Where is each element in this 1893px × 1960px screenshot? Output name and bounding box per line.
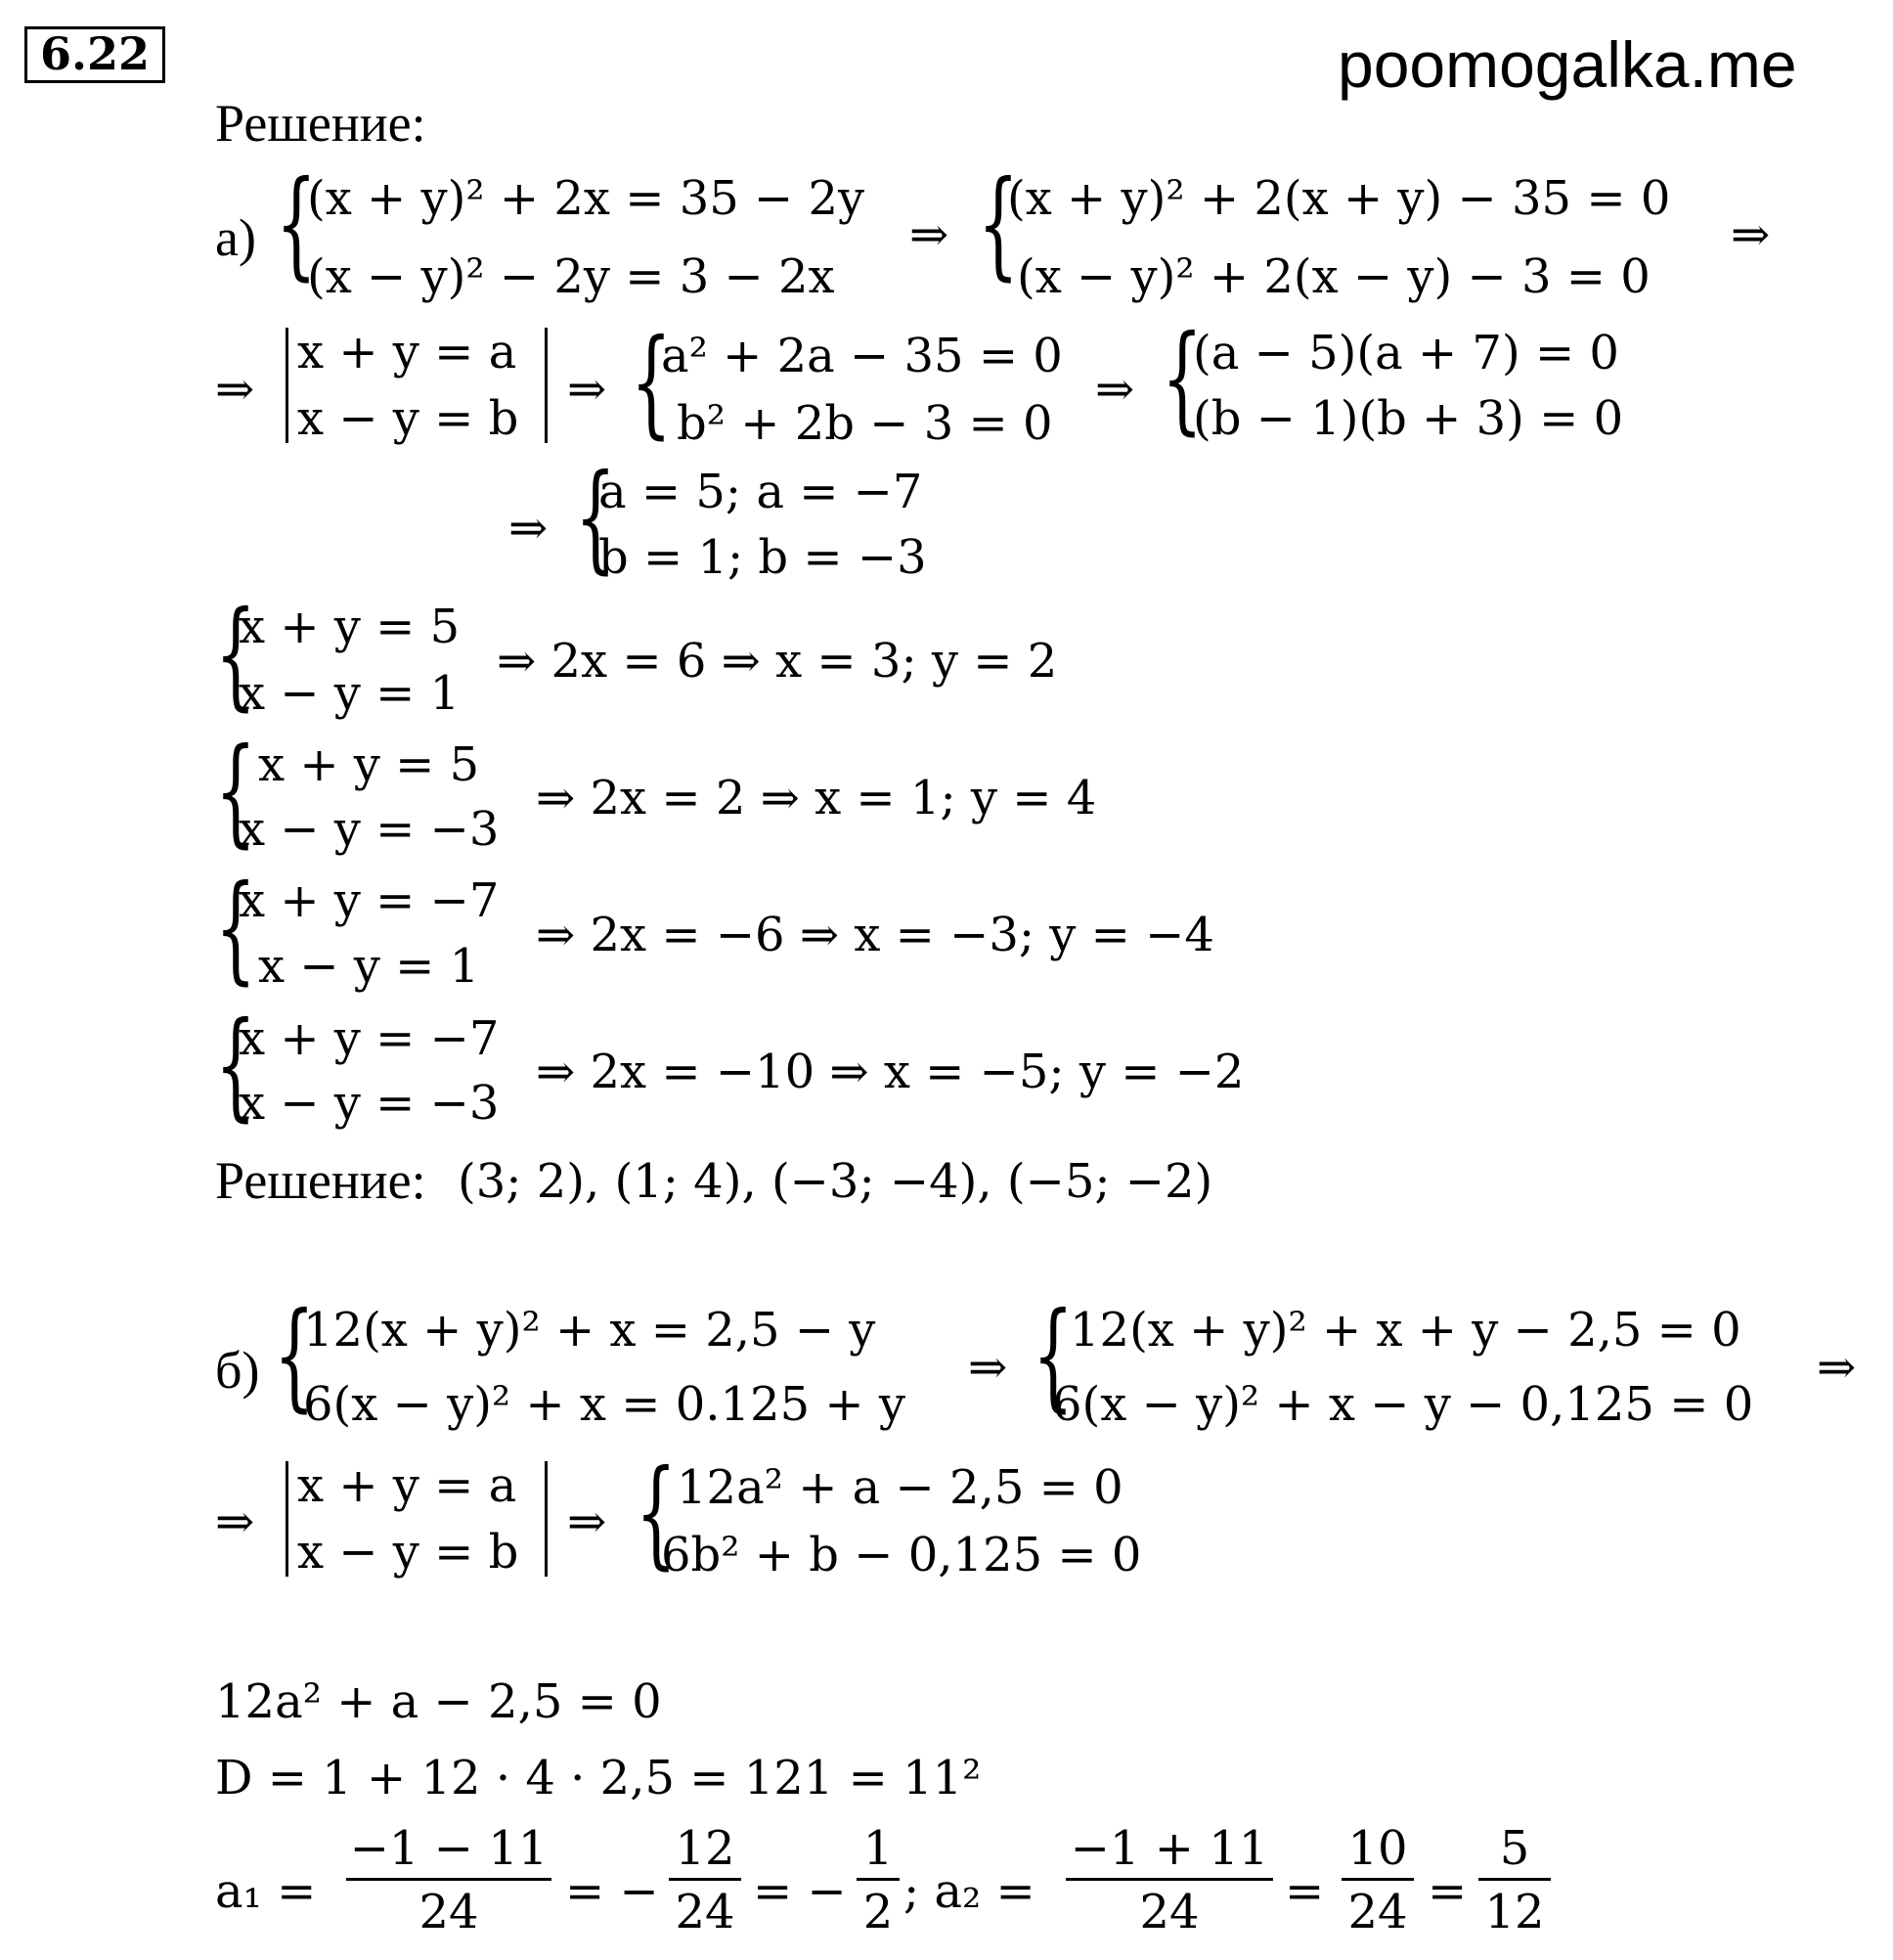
brace: { xyxy=(215,587,256,723)
part-b-label: б) xyxy=(215,1341,260,1400)
fraction-denominator: 2 xyxy=(862,1885,894,1939)
sys5-line2: b = 1; b = −3 xyxy=(598,530,927,585)
subst-bar-left xyxy=(286,1461,288,1577)
implies-arrow: ⇒ xyxy=(1817,1340,1857,1395)
fraction-bar xyxy=(669,1878,741,1881)
fraction-denominator: 24 xyxy=(1139,1885,1200,1939)
case3-result: ⇒ 2x = −6 ⇒ x = −3; y = −4 xyxy=(536,908,1214,962)
implies-arrow: ⇒ xyxy=(1731,207,1771,262)
fraction-numerator: −1 + 11 xyxy=(1070,1821,1269,1876)
fraction xyxy=(669,1821,741,1939)
case3-line2: x − y = 1 xyxy=(258,939,480,994)
root-a2-label: ; a₂ = xyxy=(903,1864,1035,1919)
fraction xyxy=(1066,1821,1273,1939)
fraction-numerator: −1 − 11 xyxy=(349,1821,549,1876)
sys2-line1: (x + y)² + 2(x + y) − 35 = 0 xyxy=(1007,171,1671,226)
b-sys3-line1: 12a² + a − 2,5 = 0 xyxy=(677,1460,1123,1515)
subst-line2: x − y = b xyxy=(297,391,519,446)
sys1-line2: (x − y)² − 2y = 3 − 2x xyxy=(307,249,835,304)
b-subst-line1: x + y = a xyxy=(297,1458,517,1513)
implies-arrow: ⇒ xyxy=(215,1494,255,1549)
sys4-line1: (a − 5)(a + 7) = 0 xyxy=(1193,326,1619,380)
part-a-label: а) xyxy=(215,208,256,267)
sys1-line1: (x + y)² + 2x = 35 − 2y xyxy=(307,171,865,226)
case4-line1: x + y = −7 xyxy=(239,1011,500,1066)
fraction-bar xyxy=(1342,1878,1414,1881)
case1-result: ⇒ 2x = 6 ⇒ x = 3; y = 2 xyxy=(497,634,1058,689)
case2-line1: x + y = 5 xyxy=(258,737,480,792)
case4-result: ⇒ 2x = −10 ⇒ x = −5; y = −2 xyxy=(536,1045,1245,1099)
b-sys2-line2: 6(x − y)² + x − y − 0,125 = 0 xyxy=(1052,1377,1754,1432)
fraction xyxy=(857,1821,900,1939)
brace: { xyxy=(215,861,256,997)
implies-arrow: ⇒ xyxy=(909,207,949,262)
brace: { xyxy=(215,998,256,1134)
fraction-numerator: 5 xyxy=(1499,1821,1530,1876)
discriminant: D = 1 + 12 · 4 · 2,5 = 121 = 11² xyxy=(215,1751,982,1805)
b-sys1-line1: 12(x + y)² + x = 2,5 − y xyxy=(303,1303,876,1358)
sys3-line1: a² + 2a − 35 = 0 xyxy=(661,329,1063,383)
subst-bar-left xyxy=(286,328,288,443)
equals-minus: = − xyxy=(753,1864,847,1919)
fraction xyxy=(1342,1821,1414,1939)
fraction xyxy=(346,1821,551,1939)
case1-line2: x − y = 1 xyxy=(239,666,461,721)
sys3-line2: b² + 2b − 3 = 0 xyxy=(677,396,1053,451)
case2-result: ⇒ 2x = 2 ⇒ x = 1; y = 4 xyxy=(536,771,1097,825)
sys2-line2: (x − y)² + 2(x − y) − 3 = 0 xyxy=(1017,249,1651,304)
case3-line1: x + y = −7 xyxy=(239,873,500,928)
fraction-denominator: 24 xyxy=(675,1885,735,1939)
implies-arrow: ⇒ xyxy=(1095,362,1135,417)
implies-arrow: ⇒ xyxy=(968,1340,1008,1395)
sys4-line2: (b − 1)(b + 3) = 0 xyxy=(1193,391,1624,446)
brace: { xyxy=(631,315,672,451)
site-watermark: poomogalka.me xyxy=(1338,28,1797,101)
brace: { xyxy=(636,1446,677,1581)
solution-heading: Решение: xyxy=(215,94,426,153)
fraction-denominator: 12 xyxy=(1484,1885,1545,1939)
problem-number: 6.22 xyxy=(24,26,165,83)
fraction-bar xyxy=(346,1878,551,1881)
fraction xyxy=(1478,1821,1551,1939)
equals: = xyxy=(1428,1864,1468,1919)
answer-label: Решение: xyxy=(215,1151,426,1210)
case4-line2: x − y = −3 xyxy=(239,1076,500,1131)
brace: { xyxy=(575,450,616,586)
implies-arrow: ⇒ xyxy=(215,362,255,417)
fraction-numerator: 1 xyxy=(862,1821,894,1876)
brace: { xyxy=(978,156,1019,292)
b-sys2-line1: 12(x + y)² + x + y − 2,5 = 0 xyxy=(1070,1303,1741,1358)
b-sys3-line2: 6b² + b − 0,125 = 0 xyxy=(661,1528,1142,1582)
subst-bar-right xyxy=(545,1461,548,1577)
fraction-bar xyxy=(857,1878,900,1881)
case1-line1: x + y = 5 xyxy=(239,600,461,654)
brace: { xyxy=(1162,311,1203,447)
subst-bar-right xyxy=(545,328,548,443)
fraction-denominator: 24 xyxy=(1347,1885,1408,1939)
fraction-numerator: 10 xyxy=(1347,1821,1408,1876)
subst-line1: x + y = a xyxy=(297,325,517,379)
implies-arrow: ⇒ xyxy=(567,1494,607,1549)
fraction-numerator: 12 xyxy=(675,1821,735,1876)
root-a1-label: a₁ = xyxy=(215,1864,317,1919)
fraction-denominator: 24 xyxy=(418,1885,479,1939)
brace: { xyxy=(1033,1288,1074,1424)
equals-minus: = − xyxy=(565,1864,659,1919)
fraction-bar xyxy=(1066,1878,1273,1881)
quadratic-a: 12a² + a − 2,5 = 0 xyxy=(215,1674,662,1729)
sys5-line1: a = 5; a = −7 xyxy=(598,465,923,519)
answer: (3; 2), (1; 4), (−3; −4), (−5; −2) xyxy=(458,1154,1213,1209)
implies-arrow: ⇒ xyxy=(508,501,549,556)
implies-arrow: ⇒ xyxy=(567,362,607,417)
b-subst-line2: x − y = b xyxy=(297,1525,519,1580)
brace: { xyxy=(215,724,256,860)
brace: { xyxy=(274,1288,315,1424)
case2-line2: x − y = −3 xyxy=(239,802,500,857)
b-sys1-line2: 6(x − y)² + x = 0.125 + y xyxy=(303,1377,905,1432)
brace: { xyxy=(276,156,317,292)
fraction-bar xyxy=(1478,1878,1551,1881)
equals: = xyxy=(1285,1864,1325,1919)
